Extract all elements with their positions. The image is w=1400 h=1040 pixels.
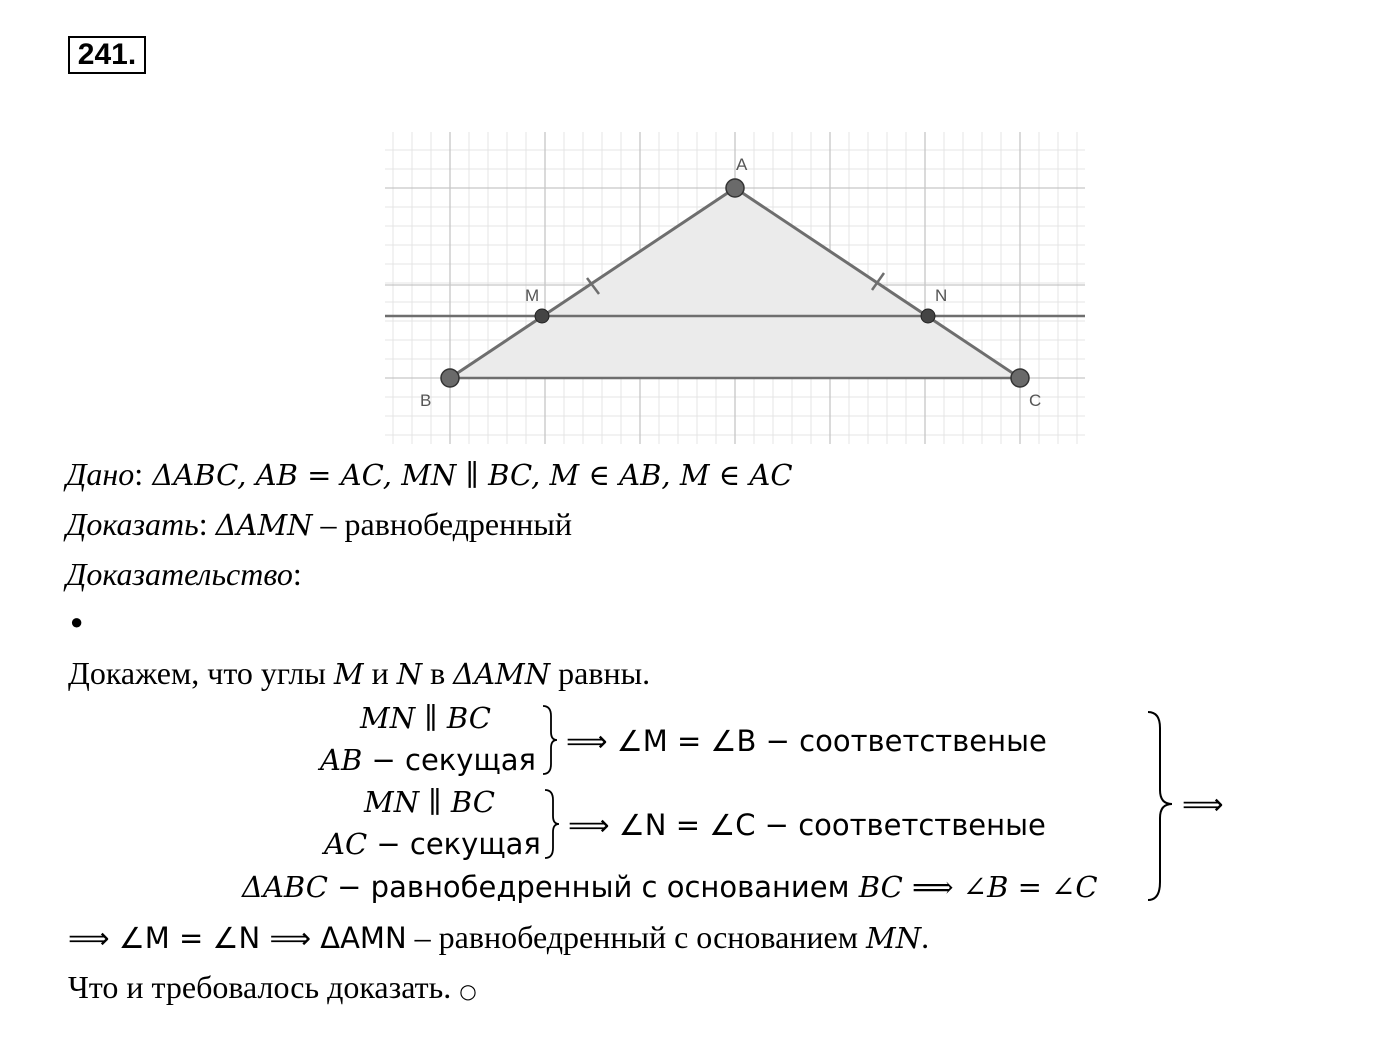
system2-result: ⟹ ∠N = ∠C − соответственые (568, 808, 1046, 842)
label-c: C (1029, 391, 1042, 410)
brace-system1 (540, 704, 560, 776)
point-c (1011, 369, 1029, 387)
given-label: Дано (66, 456, 135, 492)
system1-line1: MN ∥ BC (360, 701, 491, 735)
system1-result: ⟹ ∠M = ∠B − соответственые (566, 724, 1047, 758)
big-brace (1146, 710, 1176, 902)
isosceles-line: ΔABC − равнобедренный с основанием BC ⟹ ∠B = ∠C (242, 870, 1098, 904)
prove-line: Доказать: ΔAMN – равнобедренный (66, 506, 572, 542)
proof-label: Доказательство (66, 556, 293, 592)
qed-text: Что и требовалось доказать. (68, 969, 460, 1005)
label-m: M (525, 286, 540, 305)
point-a (726, 179, 744, 197)
system2-line2: AC − секущая (324, 827, 541, 861)
big-implies: ⟹ (1182, 787, 1224, 821)
system2-line1: MN ∥ BC (364, 785, 495, 819)
proof-label-line: Доказательство: (66, 556, 302, 592)
point-b (441, 369, 459, 387)
label-a: A (736, 155, 748, 174)
given-math: ΔABC, AB = AC, MN ∥ BC, M ∈ AB, M ∈ AC (143, 458, 793, 492)
point-m (535, 309, 549, 323)
label-b: B (420, 391, 432, 410)
brace-system2 (542, 788, 562, 860)
claim-line: Докажем, что углы M и N в ΔAMN равны. (68, 655, 651, 691)
conclusion-line: ⟹ ∠M = ∠N ⟹ ΔAMN – равнобедренный с основанием MN. (68, 919, 930, 955)
prove-label: Доказать (66, 506, 199, 542)
prove-text: – равнобедренный (312, 506, 572, 542)
given-line: Дано: ΔABC, AB = AC, MN ∥ BC, M ∈ AB, M ∈ AC (66, 456, 793, 492)
system1-line2: AB − секущая (320, 743, 536, 777)
qed-line (68, 967, 477, 1011)
point-n (921, 309, 935, 323)
triangle-figure (385, 132, 1085, 444)
qed-symbol: ○ (459, 979, 477, 1003)
bullet: ● (70, 609, 84, 634)
prove-math: ΔAMN (215, 508, 313, 542)
label-n: N (935, 286, 948, 305)
problem-number: 241. (68, 36, 146, 74)
